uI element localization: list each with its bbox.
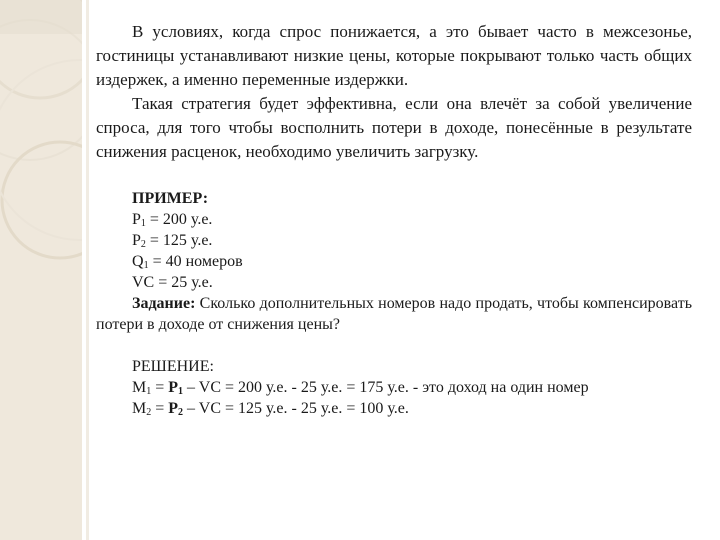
solution-block [96,356,692,419]
decorative-side-band [0,0,82,540]
example-vc: VC = 25 у.е. [132,274,213,291]
slide-content [96,20,692,419]
paragraph-1: В условиях, когда спрос понижается, а это бывает часто в межсезонье, гостиницы устанавливают низкие цены, которые покрывают только часть общих издержек, а именно переменные издержки. [96,22,692,89]
example-heading: ПРИМЕР: [132,190,209,207]
example-block [96,188,692,293]
band-divider [86,0,89,540]
solution-m2: $M_2 = P_2$ – VC = 125 у.е. - 25 у.е. = 100 у.е. [132,400,409,418]
example-task [96,293,692,335]
task-label: Задание: [132,295,196,312]
solution-heading: РЕШЕНИЕ: [132,358,214,375]
example-q1: $Q_1 = 40$ номеров [132,253,243,271]
example-p1: $P_1 = 200$ у.е. [132,211,213,229]
circle-ornament-icon [0,0,82,540]
task-text: Сколько дополнительных номеров надо продать, чтобы компенсировать потери в доходе от снижения цены? [96,295,692,333]
paragraph-2: Такая стратегия будет эффективна, если она влечёт за собой увеличение спроса, для того чтобы восполнить потери в доходе, понесённые в результате снижения расценок, необходимо увеличить загрузку. [96,94,692,161]
solution-m1: $M_1 = P_1$ – VC = 200 у.е. - 25 у.е. = 175 у.е. - это доход на один номер [132,379,589,397]
example-p2: $P_2 = 125$ у.е. [132,232,213,250]
